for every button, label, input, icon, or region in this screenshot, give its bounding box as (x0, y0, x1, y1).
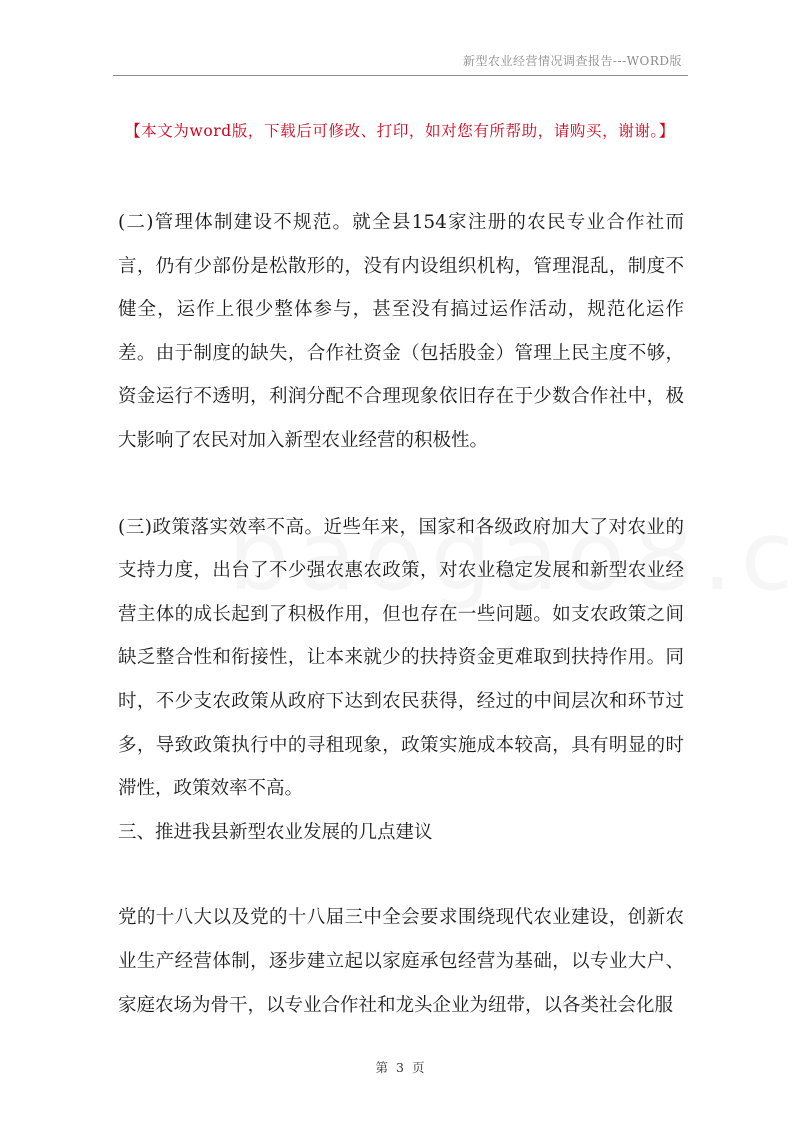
paragraph-policy-efficiency: (三)政策落实效率不高。近些年来，国家和各级政府加大了对农业的支持力度，出台了不少强农惠农政策，对农业稳定发展和新型农业经营主体的成长起到了积极作用，但也存在一些问题。如支农政策之间缺乏整合性和衔接性，让本来就少的扶持资金更难取到扶持作用。同时，不少支农政策从政府下达到农民获得，经过的中间层次和环节过多，导致政策执行中的寻租现象，政策实施成本较高，具有明显的时滞性，政策效率不高。 (118, 516, 684, 800)
section-heading-suggestions: 三、推进我县新型农业发展的几点建议 (118, 821, 433, 843)
paragraph-management-system: (二)管理体制建设不规范。就全县154家注册的农民专业合作社而言，仍有少部份是松散形的，没有内设组织机构，管理混乱，制度不健全，运作上很少整体参与，甚至没有搞过运作活动，规范化运作差。由于制度的缺失，合作社资金（包括股金）管理上民主度不够，资金运行不透明，利润分配不合理现象依旧存在于少数合作社中，极大影响了农民对加入新型农业经营的积极性。 (118, 212, 684, 451)
document-body (118, 201, 684, 1027)
header-divider (113, 75, 688, 76)
purchase-notice: 【本文为word版，下载后可修改、打印，如对您有所帮助，请购买，谢谢。】 (125, 122, 675, 140)
page-number: 第 3 页 (375, 1060, 425, 1075)
paragraph-party-congress: 党的十八大以及党的十八届三中全会要求围绕现代农业建设，创新农业生产经营体制，逐步建立起以家庭承包经营为基础，以专业大户、家庭农场为骨干，以专业合作社和龙头企业为纽带，以各类社会化服 (118, 907, 684, 1016)
running-header-title: 新型农业经营情况调查报告---WORD版 (463, 54, 682, 68)
